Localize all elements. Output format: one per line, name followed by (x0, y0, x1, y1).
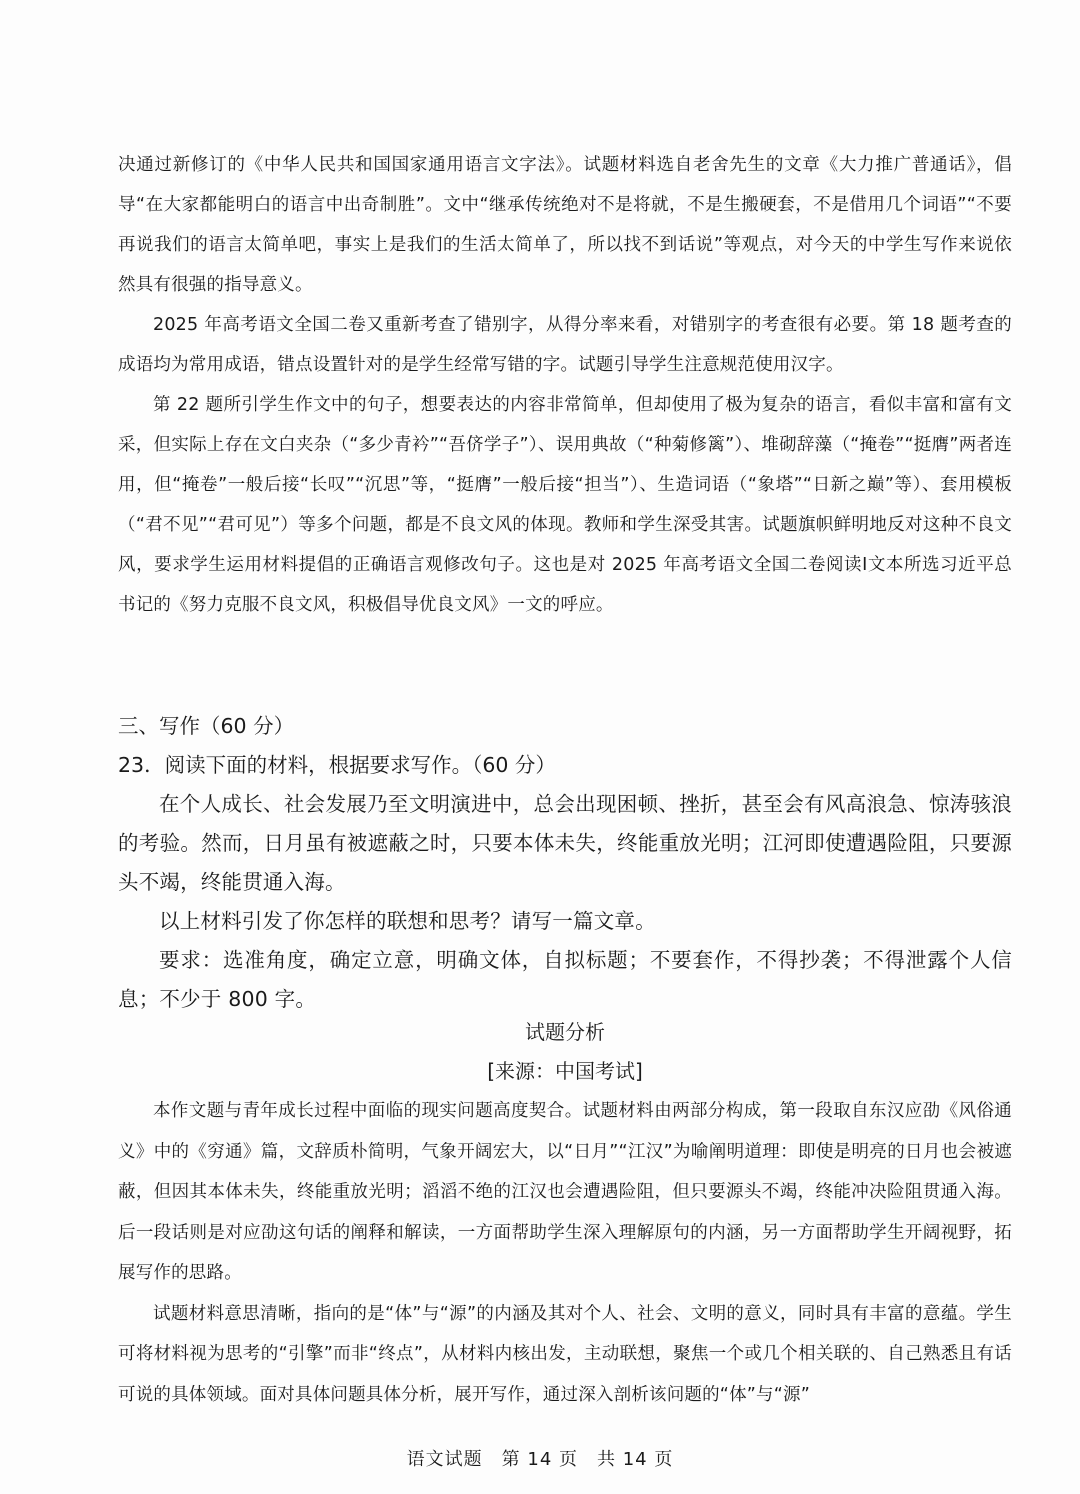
page-footer: 语文试题 第 14 页 共 14 页 (406, 1449, 674, 1470)
writing-requirements: 要求：选准角度，确定立意，明确文体，自拟标题；不要套作，不得抄袭；不得泄露个人信息；不少于 800 字。 (118, 948, 1012, 1011)
analysis-paragraph-2: 试题材料意思清晰，指向的是“体”与“源”的内涵及其对个人、社会、文明的意义，同时具有丰富的意蕴。学生可将材料视为思考的“引擎”而非“终点”，从材料内核出发，主动联想，聚焦一个或几个相关联的、自己熟悉且有话可说的具体领域。面对具体问题具体分析，展开写作，通过深入剖析该问题的“体”与“源” (118, 1303, 1012, 1405)
commentary-paragraph-1: 决通过新修订的《中华人民共和国国家通用语言文字法》。试题材料选自老舍先生的文章《大力推广普通话》，倡导“在大家都能明白的语言中出奇制胜”。文中“继承传统绝对不是将就，不是生搬硬套，不是借用几个词语”“不要再说我们的语言太简单吧，事实上是我们的生活太简单了，所以找不到话说”等观点，对今天的中学生写作来说依然具有很强的指导意义。 (118, 155, 1012, 295)
writing-prompt: 以上材料引发了你怎样的联想和思考？请写一篇文章。 (159, 909, 656, 933)
analysis-source: [来源：中国考试] (487, 1059, 643, 1083)
section-heading: 三、写作（60 分） (118, 714, 295, 738)
commentary-paragraph-3: 第 22 题所引学生作文中的句子，想要表达的内容非常简单，但却使用了极为复杂的语言，看似丰富和富有文采，但实际上存在文白夹杂（“多少青衿”“吾侪学子”）、误用典故（“种菊修篱”）、堆砌辞藻（“掩卷”“挺膺”两者连用，但“掩卷”一般后接“长叹”“沉思”等，“挺膺”一般后接“担当”）、生造词语（“象塔”“日新之巅”等）、套用模板（“君不见”“君可见”）等多个问题，都是不良文风的体现。教师和学生深受其害。试题旗帜鲜明地反对这种不良文风，要求学生运用材料提倡的正确语言观修改句子。这也是对 2025 年高考语文全国二卷阅读Ⅰ文本所选习近平总书记的《努力克服不良文风，积极倡导优良文风》一文的呼应。 (118, 395, 1012, 615)
writing-section (118, 707, 1012, 1019)
commentary-paragraph-2: 2025 年高考语文全国二卷又重新考查了错别字，从得分率来看，对错别字的考查很有必要。第 18 题考查的成语均为常用成语，错点设置针对的是学生经常写错的字。试题引导学生注意规范使用汉字。 (118, 315, 1012, 375)
question-heading: 23．阅读下面的材料，根据要求写作。（60 分） (118, 753, 556, 777)
analysis-section (118, 1014, 1012, 1415)
upper-commentary (118, 145, 1012, 625)
analysis-paragraph-1: 本作文题与青年成长过程中面临的现实问题高度契合。试题材料由两部分构成，第一段取自东汉应劭《风俗通义》中的《穷通》篇，文辞质朴简明，气象开阔宏大，以“日月”“江汉”为喻阐明道理：即使是明亮的日月也会被遮蔽，但因其本体未失，终能重放光明；滔滔不绝的江汉也会遭遇险阻，但只要源头不竭，终能冲决险阻贯通入海。后一段话则是对应劭这句话的阐释和解读，一方面帮助学生深入理解原句的内涵，另一方面帮助学生开阔视野，拓展写作的思路。 (118, 1101, 1012, 1283)
analysis-title: 试题分析 (525, 1020, 605, 1044)
writing-material: 在个人成长、社会发展乃至文明演进中，总会出现困顿、挫折，甚至会有风高浪急、惊涛骇浪的考验。然而，日月虽有被遮蔽之时，只要本体未失，终能重放光明；江河即使遭遇险阻，只要源头不竭，终能贯通入海。 (118, 792, 1012, 894)
